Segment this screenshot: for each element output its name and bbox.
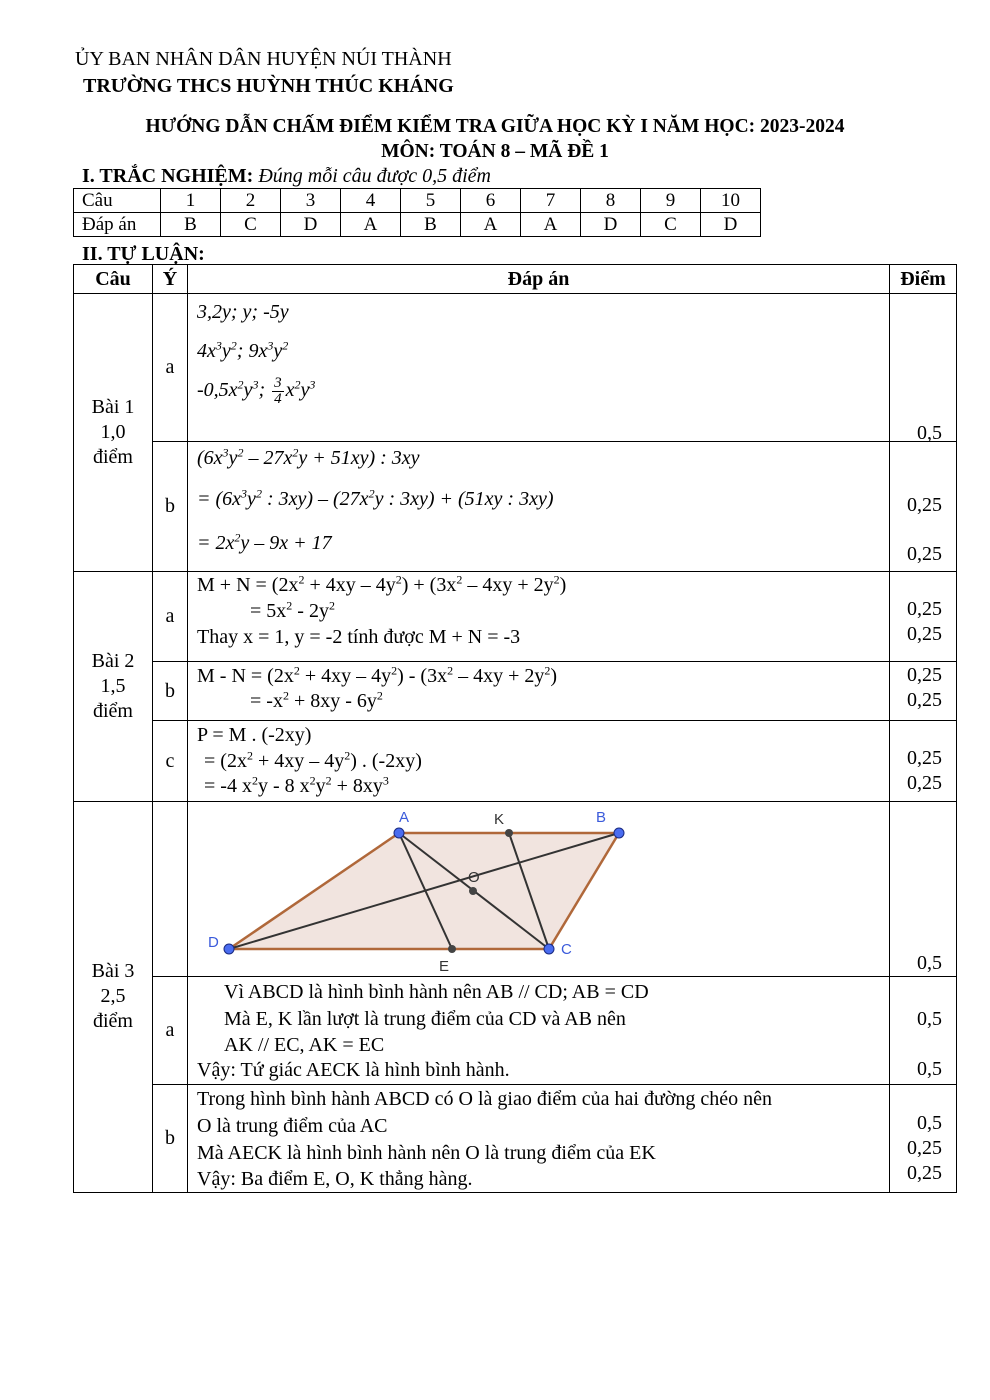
answer-cell: C (221, 213, 281, 237)
answer-cell (188, 1085, 890, 1193)
bai-3-cell (74, 802, 153, 1193)
answer-cell (188, 572, 890, 662)
points-value: 0,5 (917, 1058, 942, 1080)
bai-3-score: 2,5 (100, 985, 126, 1007)
answer-line: Mà AECK là hình bình hành nên O là trung điểm của EK (197, 1142, 656, 1164)
points-value: 0,5 (917, 1008, 942, 1030)
table-row (74, 977, 957, 1085)
points-cell (890, 572, 957, 662)
bai-2-score: 1,5 (100, 675, 126, 697)
answer-line: P = M . (-2xy) (197, 724, 312, 746)
label-d: D (208, 934, 219, 951)
figure-cell (188, 802, 890, 977)
answer-row (74, 213, 761, 237)
answer-line: = $(2x^2 + 4xy - 4y^2)$ . (-2xy) (204, 748, 422, 772)
table-row (74, 1085, 957, 1193)
section-2-heading: II. TỰ LUẬN: (82, 243, 205, 265)
bai-3-unit: điểm (93, 1010, 133, 1032)
points-value: 0,25 (907, 689, 942, 711)
table-row (74, 662, 957, 721)
points-cell (890, 977, 957, 1085)
bai-1-cell (74, 294, 153, 572)
answer-cell: A (341, 213, 401, 237)
points-cell (890, 1085, 957, 1193)
table-row (74, 802, 957, 977)
answer-cell (188, 721, 890, 802)
section-1-heading (82, 165, 491, 188)
item-label: c (153, 721, 188, 802)
points-value: 0,5 (917, 422, 942, 444)
points-value: 0,25 (907, 623, 942, 645)
points-value: 0,25 (907, 664, 942, 686)
question-number: 6 (461, 189, 521, 213)
question-number: 3 (281, 189, 341, 213)
answer-line: AK // EC, AK = EC (224, 1034, 385, 1056)
section-1-label: I. TRẮC NGHIỆM: (82, 165, 254, 187)
answer-line: = ($6x^3y^2$ : $3xy) - (27x^2y$ : 3xy) + (51xy : 3xy) (197, 486, 554, 510)
answer-line: Vậy: Ba điểm E, O, K thẳng hàng. (197, 1168, 473, 1190)
parallelogram-figure (208, 802, 607, 976)
points-cell (890, 721, 957, 802)
label-k: K (494, 811, 505, 828)
table-row (74, 294, 957, 442)
points-value: 0,5 (917, 952, 942, 974)
points-value: 0,25 (907, 1137, 942, 1159)
answer-line: Vì ABCD là hình bình hành nên AB // CD; AB = CD (224, 981, 649, 1003)
points-value: 0,25 (907, 543, 942, 565)
answer-cell: D (581, 213, 641, 237)
question-number: 2 (221, 189, 281, 213)
item-label: a (153, 977, 188, 1085)
bai-2-cell (74, 572, 153, 802)
committee-name: ỦY BAN NHÂN DÂN HUYỆN NÚI THÀNH (75, 48, 452, 70)
col-header-dapan: Đáp án (188, 265, 890, 294)
answer-line: = $2x^2y - 9x + 17$ (197, 530, 332, 554)
points-cell (890, 294, 957, 442)
item-label: a (153, 572, 188, 662)
table-row (74, 572, 957, 662)
bai-1-unit: điểm (93, 446, 133, 468)
points-value: 0,25 (907, 494, 942, 516)
fraction: $\frac{3}{4}$ (274, 375, 282, 407)
point-d (224, 944, 234, 954)
answer-line: = -4 $x^2y - 8$ $x^2y^2 + 8xy^3$ (204, 773, 389, 797)
table-row (74, 721, 957, 802)
label-b: B (596, 809, 607, 826)
col-header-y: Ý (153, 265, 188, 294)
essay-table (73, 264, 957, 1193)
doc-title: HƯỚNG DẪN CHẤM ĐIỂM KIỂM TRA GIỮA HỌC KỲ I NĂM HỌC: 2023-2024 (145, 116, 845, 137)
item-label: b (153, 442, 188, 572)
points-value: 0,5 (917, 1112, 942, 1134)
answer-line: $(6x^3y^2 - 27x^2y + 51xy)$ : 3xy (197, 445, 420, 469)
answer-line: $M + N = (2x^2 + 4xy - 4y^2) + (3x^2 - 4xy + 2y^2)$ (197, 572, 567, 596)
question-row (74, 189, 761, 213)
question-number: 8 (581, 189, 641, 213)
item-label: b (153, 1085, 188, 1193)
answer-line: $-0,5x^2y^3$; $\frac{3}{4}$ $x^2y^3$ (197, 375, 316, 407)
col-header-diem: Điểm (890, 265, 957, 294)
row-label: Câu (74, 189, 161, 213)
answer-cell: A (521, 213, 581, 237)
answer-cell (188, 662, 890, 721)
bai-1-label: Bài 1 (91, 396, 135, 418)
table-row (74, 442, 957, 572)
answer-cell: D (701, 213, 761, 237)
label-o: O (468, 869, 480, 886)
point-b (614, 828, 624, 838)
question-number: 5 (401, 189, 461, 213)
answer-cell (188, 977, 890, 1085)
item-label-empty (153, 802, 188, 977)
answer-line: Vậy: Tứ giác AECK là hình bình hành. (197, 1059, 510, 1081)
answer-line: $4x^3y^2$; $9x^3y^2$ (197, 338, 289, 362)
answer-cell: A (461, 213, 521, 237)
row-label: Đáp án (74, 213, 161, 237)
answer-line: 3,2y; y; -5y (197, 301, 289, 323)
answer-line: = $5x^2 - 2y^2$ (250, 598, 335, 622)
points-value: 0,25 (907, 1162, 942, 1184)
answer-cell: B (161, 213, 221, 237)
answer-cell (188, 294, 890, 442)
label-e: E (439, 958, 450, 975)
answer-cell: D (281, 213, 341, 237)
question-number: 9 (641, 189, 701, 213)
points-value: 0,25 (907, 772, 942, 794)
points-cell (890, 802, 957, 977)
points-value: 0,25 (907, 747, 942, 769)
table-header (74, 265, 957, 294)
label-a: A (399, 809, 410, 826)
question-number: 7 (521, 189, 581, 213)
points-cell (890, 442, 957, 572)
point-a (394, 828, 404, 838)
item-label: a (153, 294, 188, 442)
bai-2-unit: điểm (93, 700, 133, 722)
point-c (544, 944, 554, 954)
question-number: 10 (701, 189, 761, 213)
label-c: C (561, 941, 572, 958)
answer-line: O là trung điểm của AC (197, 1115, 388, 1137)
answer-line: Mà E, K lần lượt là trung điểm của CD và AB nên (224, 1008, 626, 1030)
item-label: b (153, 662, 188, 721)
points-cell (890, 662, 957, 721)
question-number: 4 (341, 189, 401, 213)
doc-subtitle: MÔN: TOÁN 8 – MÃ ĐỀ 1 (381, 141, 609, 162)
point-e (448, 945, 456, 953)
school-name: TRƯỜNG THCS HUỲNH THÚC KHÁNG (83, 75, 454, 97)
answer-line: Trong hình bình hành ABCD có O là giao điểm của hai đường chéo nên (197, 1088, 773, 1110)
answer-cell (188, 442, 890, 572)
point-o (469, 887, 477, 895)
answer-line: = $-x^2 + 8xy - 6y^2$ (250, 688, 383, 712)
answer-cell: C (641, 213, 701, 237)
question-number: 1 (161, 189, 221, 213)
answer-cell: B (401, 213, 461, 237)
point-k (505, 829, 513, 837)
multiple-choice-table (73, 188, 761, 237)
points-value: 0,25 (907, 598, 942, 620)
section-1-note: Đúng mỗi câu được 0,5 điểm (258, 165, 491, 187)
bai-3-label: Bài 3 (91, 960, 135, 982)
answer-line: $M - N = (2x^2 + 4xy - 4y^2) - (3x^2 - 4xy + 2y^2)$ (197, 663, 558, 687)
bai-2-label: Bài 2 (91, 650, 135, 672)
answer-line: Thay x = 1, y = -2 tính được M + N = -3 (197, 626, 521, 648)
col-header-cau: Câu (74, 265, 153, 294)
bai-1-score: 1,0 (100, 421, 126, 443)
